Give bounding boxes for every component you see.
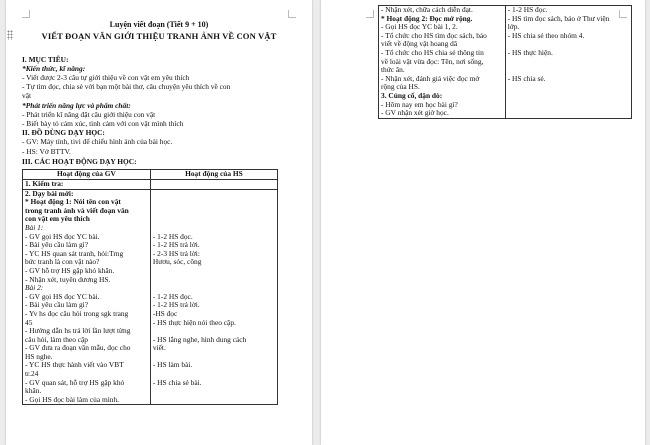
text-line: - GV: Máy tính, tivi để chiếu hình ảnh của bài học.: [22, 137, 173, 146]
document-page-2: [321, 0, 645, 445]
table-row: - GV gọi HS đọc YC bài.: [25, 291, 100, 301]
text-line: - Phát triển kĩ năng đặt câu giới thiệu con vật: [22, 110, 156, 119]
table-row: về loài vật vừa đọc: Tên, nơi sống,: [381, 56, 484, 66]
activity-title: trong tranh ảnh và viết đoạn văn: [25, 205, 129, 215]
table-row: - Hướng dẫn hs trả lời lần lượt từng: [25, 326, 131, 336]
table-row: - YC HS quan sát tranh, hỏi:Trng: [25, 248, 124, 258]
activity-title: * Hoạt động 2: Đọc mở rộng.: [381, 13, 473, 23]
crop-mark-icon: [366, 10, 374, 18]
table-row: - Nhận xét, tuyên dương HS.: [25, 274, 111, 284]
table-row: - GV hỗ trợ HS gặp khó khăn.: [25, 265, 115, 275]
crop-mark-icon: [288, 10, 296, 18]
section-subheading: *Kiến thức, kĩ năng:: [22, 64, 86, 73]
section-heading: III. CÁC HOẠT ĐỘNG DẠY HỌC:: [22, 157, 137, 166]
section-heading: II. ĐỒ DÙNG DẠY HỌC:: [22, 128, 105, 137]
row-label: 2. Dạy bài mới:: [25, 188, 74, 198]
table-row: [508, 109, 629, 118]
table-header-gv: Hoạt động của GV: [23, 170, 151, 180]
table-row: Bài 1:: [25, 222, 44, 232]
lesson-title: Luyện viết đoạn (Tiết 9 + 10): [109, 20, 209, 29]
table-row: - HS thực hiện.: [507, 47, 553, 57]
table-header-hs: Hoạt động của HS: [150, 170, 277, 180]
table-row: - 1-2 HS đọc.: [152, 231, 193, 241]
table-row: Hươu, sóc, công: [152, 257, 202, 267]
table-row: [153, 276, 275, 285]
table-row: - Nhận xét, chữa cách diễn đạt.: [381, 5, 473, 14]
table-row: - GV quan sát, hỗ trợ HS gặp khó: [25, 377, 125, 387]
table-row: [508, 83, 629, 92]
activity-title: * Hoạt động 1: Nói tên con vật: [25, 197, 121, 207]
section-heading: 3. Củng cố, dặn dò:: [381, 90, 443, 100]
table-row: - Tổ chức cho HS tìm đọc sách, báo: [381, 30, 487, 40]
lesson-activity-table-continued: [378, 5, 632, 119]
table-row: - HS chia sẻ theo nhóm 4.: [507, 30, 585, 40]
table-row: thức ăn.: [381, 65, 405, 75]
table-row: -HS đọc: [152, 308, 178, 318]
text-line: - Biết bày tỏ cảm xúc, tình cảm với con vật mình thích: [22, 119, 184, 128]
table-row: lớp.: [507, 22, 520, 32]
table-cell-gv: [23, 189, 151, 405]
lesson-activity-table: [22, 169, 278, 405]
text-line: vật: [22, 91, 32, 100]
table-cell-gv: [379, 6, 506, 119]
table-row: - HS chia sẻ bài.: [152, 377, 202, 387]
table-row: [153, 396, 275, 405]
table-row: bức tranh là con vật nào?: [25, 257, 100, 267]
table-row: tr.24: [25, 369, 39, 379]
table-row: - HS làm bài.: [152, 360, 193, 370]
table-row: - Nhận xét, đánh giá việc đọc mở: [381, 73, 480, 83]
table-row: rộng của HS.: [381, 82, 420, 92]
table-cell-hs: [505, 6, 631, 119]
activity-title: con vật em yêu thích: [25, 214, 90, 224]
table-row: - 2-3 HS trả lời:: [152, 248, 200, 258]
table-row: viết.: [152, 343, 166, 353]
table-row: khăn.: [25, 386, 42, 396]
table-row: [508, 58, 629, 67]
table-row: - Bài yêu cầu làm gì?: [25, 240, 89, 250]
table-row: - GV nhận xét giờ học.: [381, 108, 449, 118]
table-row: - 1-2 HS đọc.: [152, 291, 193, 301]
table-row: Bài 2:: [25, 283, 44, 293]
crop-mark-icon: [22, 10, 30, 18]
table-row: [508, 101, 629, 110]
text-line: - Viết được 2-3 câu tự giới thiệu về con vật em yêu thích: [22, 73, 190, 82]
table-row: - 1-2 HS đọc.: [507, 5, 548, 14]
table-cell-gv: [23, 180, 151, 190]
row-label: 1. Kiểm tra:: [25, 179, 64, 188]
table-row: - 1-2 HS trả lời.: [152, 300, 200, 310]
text-line: - Tự tìm đọc, chia sẻ với bạn một bài thơ, câu chuyện yêu thích về con: [22, 82, 231, 91]
table-row: - Hôm nay em học bài gì?: [381, 99, 458, 109]
section-heading: I. MỤC TIÊU:: [22, 55, 69, 64]
table-row: - Gọi HS đọc YC bài 1, 2.: [381, 22, 458, 32]
document-page-1: [6, 0, 312, 445]
section-subheading: *Phát triển năng lực và phẩm chất:: [22, 101, 131, 110]
table-row: viết về động vật hoang dã: [381, 39, 458, 49]
table-row: - YC HS thực hành viết vào VBT: [25, 360, 124, 370]
table-cell-hs: [150, 189, 277, 405]
table-row: - HS tìm đọc sách, báo ở Thư viện: [507, 13, 610, 23]
table-row: - Yv hs đọc câu hỏi trong sgk trang: [25, 308, 129, 318]
table-row: - GV gọi HS đọc YC bài.: [25, 231, 100, 241]
table-cell-hs: [150, 180, 277, 190]
table-row: - Tổ chức cho HS chia sẻ thông tin: [381, 47, 484, 57]
table-row: - Gọi HS đọc bài làm của mình.: [25, 394, 120, 404]
table-row: [153, 267, 275, 276]
table-row: - HS chia sẻ.: [507, 73, 546, 83]
table-row: - HS thực hiện nói theo cặp.: [152, 317, 236, 327]
lesson-subtitle: VIẾT ĐOẠN VĂN GIỚI THIỆU TRANH ẢNH VỀ CON VẬT: [41, 31, 277, 41]
table-row: [508, 92, 629, 101]
table-row: - Bài yêu cầu làm gì?: [25, 300, 89, 310]
text-line: - HS: Vở BTTV.: [22, 147, 71, 156]
table-row: - HS lắng nghe, hình dung cách: [152, 334, 247, 344]
table-row: 45: [25, 317, 33, 327]
table-row: - GV đưa ra đoạn văn mẫu, đọc cho: [25, 343, 131, 353]
table-row: - 1-2 HS trả lời.: [152, 240, 200, 250]
table-row: [153, 387, 275, 396]
table-row: HS nghe.: [25, 351, 53, 361]
table-row: câu hỏi, làm theo cặp: [25, 334, 89, 344]
